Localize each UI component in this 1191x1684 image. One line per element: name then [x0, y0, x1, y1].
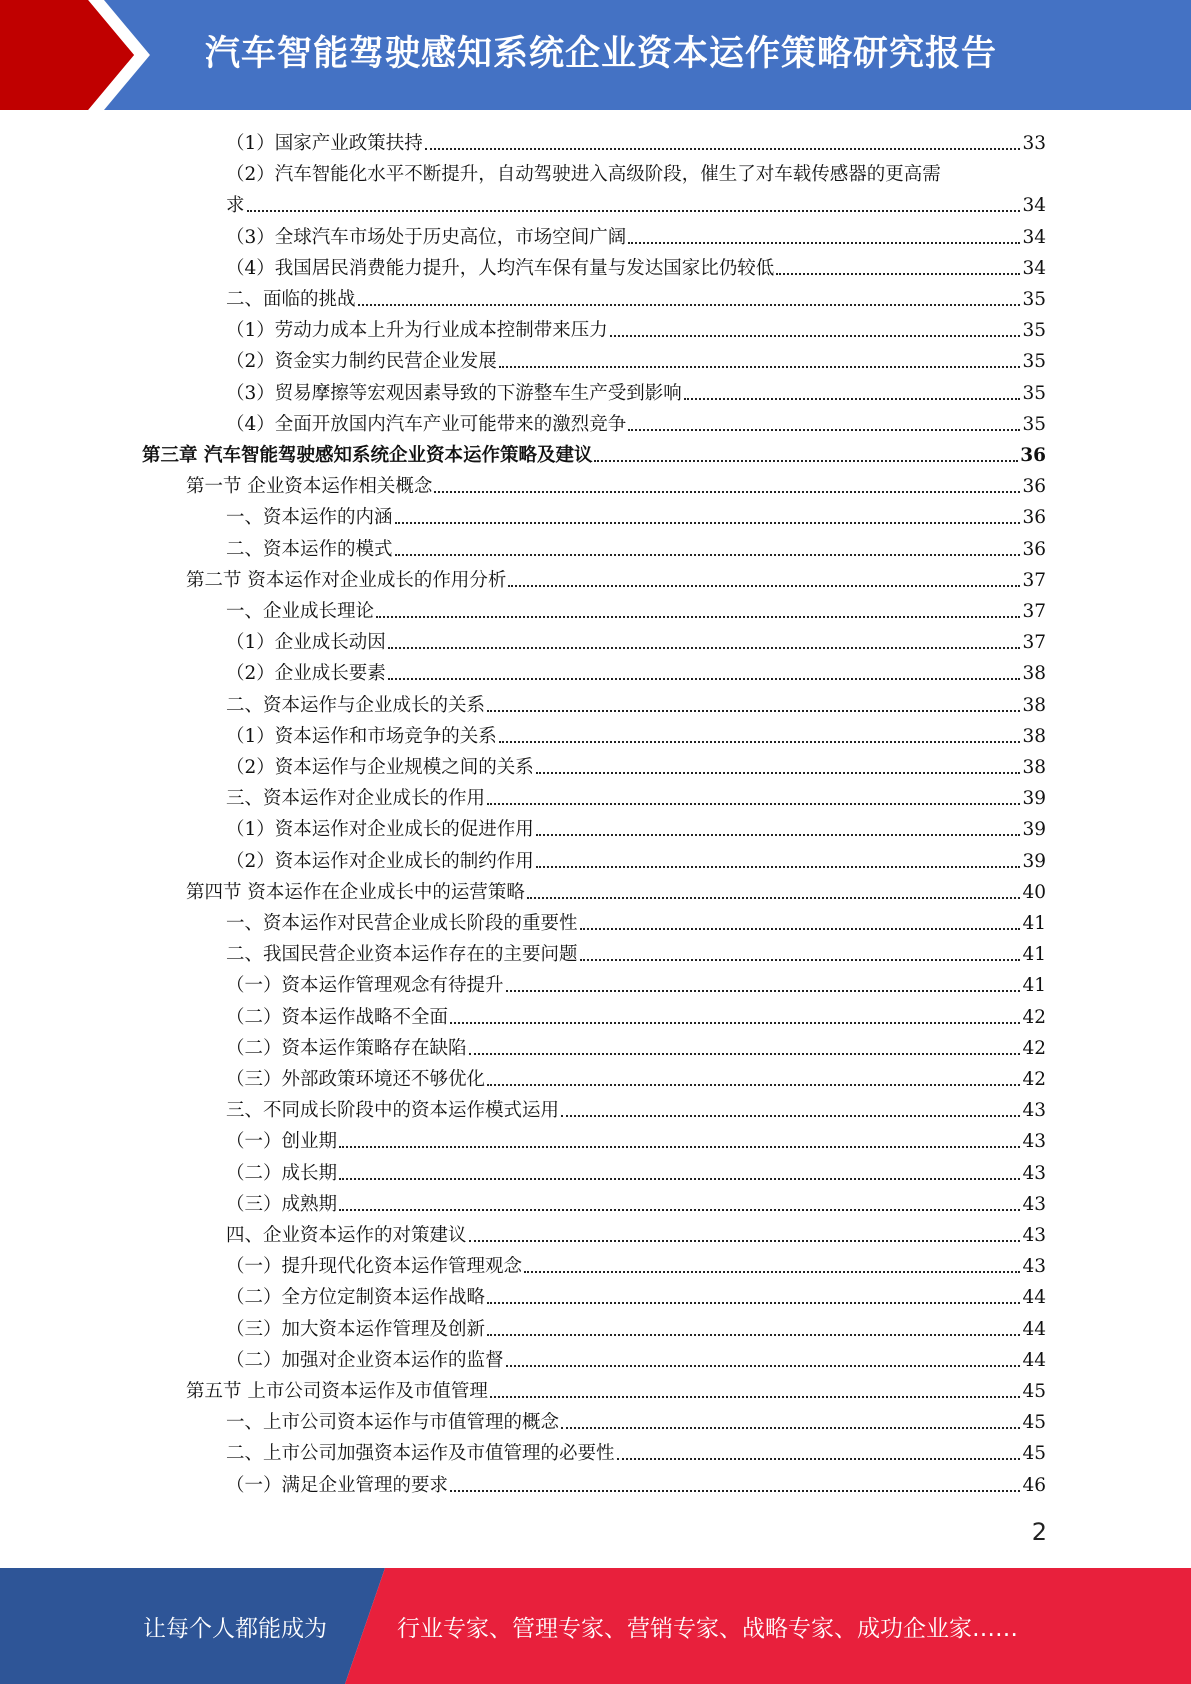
- toc-entry[interactable]: [226, 315, 1046, 346]
- toc-entry[interactable]: [226, 378, 1046, 409]
- toc-page-number: 34: [1022, 258, 1046, 279]
- toc-leader-dots: [376, 616, 1020, 618]
- toc-page-number: 36: [1022, 476, 1046, 497]
- toc-leader-dots: [469, 1240, 1021, 1242]
- toc-leader-dots: [450, 1022, 1020, 1024]
- toc-leader-dots: [524, 1271, 1020, 1273]
- toc-leader-dots: [469, 1053, 1021, 1055]
- toc-entry-text: 求: [226, 195, 245, 216]
- toc-leader-dots: [580, 928, 1021, 930]
- toc-entry-text: 一、企业成长理论: [226, 601, 375, 622]
- toc-entry-text: （1）资本运作对企业成长的促进作用: [226, 819, 534, 840]
- toc-leader-dots: [450, 1490, 1020, 1492]
- toc-leader-dots: [388, 647, 1021, 649]
- toc-entry[interactable]: [226, 1345, 1046, 1376]
- toc-entry-text: （一）满足企业管理的要求: [226, 1475, 449, 1496]
- toc-entry-text: 二、我国民营企业资本运作存在的主要问题: [226, 944, 578, 965]
- toc-entry[interactable]: [226, 721, 1046, 752]
- toc-entry-text: 第五节 上市公司资本运作及市值管理: [186, 1381, 488, 1402]
- toc-entry[interactable]: [226, 1095, 1046, 1126]
- toc-entry[interactable]: [226, 1189, 1046, 1220]
- toc-entry[interactable]: [186, 471, 1046, 502]
- toc-entry-text: （三）成熟期: [226, 1194, 338, 1215]
- toc-entry[interactable]: [226, 534, 1046, 565]
- toc-leader-dots: [561, 1115, 1020, 1117]
- toc-page-number: 39: [1022, 819, 1046, 840]
- toc-entry-text: （二）资本运作策略存在缺陷: [226, 1038, 467, 1059]
- toc-page-number: 35: [1022, 289, 1046, 310]
- toc-page-number: 43: [1022, 1256, 1046, 1277]
- toc-entry[interactable]: [226, 908, 1046, 939]
- toc-page-number: 36: [1022, 539, 1046, 560]
- toc-leader-dots: [561, 1427, 1020, 1429]
- toc-page-number: 44: [1022, 1319, 1046, 1340]
- toc-page-number: 35: [1022, 351, 1046, 372]
- header-banner: [0, 0, 1191, 110]
- toc-leader-dots: [580, 959, 1021, 961]
- toc-leader-dots: [499, 366, 1021, 368]
- toc-leader-dots: [425, 148, 1021, 150]
- toc-leader-dots: [487, 710, 1020, 712]
- toc-entry-text: （2）资金实力制约民营企业发展: [226, 351, 497, 372]
- footer-slogan: 让每个人都能成为: [143, 1616, 327, 1642]
- toc-page-number: 38: [1022, 663, 1046, 684]
- page-title: 汽车智能驾驶感知系统企业资本运作策略研究报告: [205, 34, 998, 74]
- toc-leader-dots: [339, 1209, 1020, 1211]
- toc-entry[interactable]: [226, 284, 1046, 315]
- toc-entry-text: （1）国家产业政策扶持: [226, 133, 423, 154]
- toc-entry[interactable]: [226, 1126, 1046, 1157]
- toc-entry-text: （3）贸易摩擦等宏观因素导致的下游整车生产受到影响: [226, 383, 682, 404]
- toc-page-number: 34: [1022, 227, 1046, 248]
- toc-entry-text: （2）企业成长要素: [226, 663, 386, 684]
- toc-page-number: 39: [1022, 788, 1046, 809]
- toc-entry[interactable]: [226, 1033, 1046, 1064]
- toc-entry-text: 二、资本运作的模式: [226, 539, 393, 560]
- toc-page-number: 35: [1022, 414, 1046, 435]
- toc-entry-text: （4）我国居民消费能力提升，人均汽车保有量与发达国家比仍较低: [226, 258, 775, 279]
- toc-entry[interactable]: [226, 1314, 1046, 1345]
- toc-entry[interactable]: [226, 939, 1046, 970]
- toc-entry[interactable]: [226, 1251, 1046, 1282]
- toc-leader-dots: [388, 678, 1021, 680]
- toc-leader-dots: [610, 335, 1021, 337]
- toc-leader-dots: [339, 1178, 1020, 1180]
- toc-leader-dots: [684, 398, 1021, 400]
- toc-leader-dots: [487, 1334, 1020, 1336]
- toc-leader-dots: [506, 990, 1021, 992]
- toc-leader-dots: [776, 273, 1020, 275]
- toc-page-number: 41: [1022, 975, 1046, 996]
- toc-entry-text: 第二节 资本运作对企业成长的作用分析: [186, 570, 507, 591]
- toc-entry[interactable]: [226, 658, 1046, 689]
- toc-page-number: 38: [1022, 757, 1046, 778]
- footer-roles: 行业专家、管理专家、营销专家、战略专家、成功企业家……: [397, 1616, 1018, 1642]
- page-number: 2: [1031, 1518, 1047, 1546]
- toc-leader-dots: [339, 1146, 1020, 1148]
- toc-entry-text: 第一节 企业资本运作相关概念: [186, 476, 433, 497]
- toc-entry[interactable]: [226, 190, 1046, 221]
- toc-page-number: 37: [1022, 570, 1046, 591]
- toc-page-number: 39: [1022, 851, 1046, 872]
- toc-page-number: 44: [1022, 1287, 1046, 1308]
- toc-entry-text: （一）提升现代化资本运作管理观念: [226, 1256, 523, 1277]
- toc-entry[interactable]: [226, 1220, 1046, 1251]
- toc-entry-text: 第三章 汽车智能驾驶感知系统企业资本运作策略及建议: [142, 445, 593, 466]
- toc-entry-text: 二、面临的挑战: [226, 289, 356, 310]
- toc-entry[interactable]: [186, 565, 1046, 596]
- toc-leader-dots: [490, 1396, 1021, 1398]
- toc-entry-text: （三）加大资本运作管理及创新: [226, 1319, 486, 1340]
- toc-entry-text: （1）劳动力成本上升为行业成本控制带来压力: [226, 320, 608, 341]
- toc-page-number: 34: [1022, 195, 1046, 216]
- toc-entry[interactable]: [226, 846, 1046, 877]
- toc-leader-dots: [536, 772, 1021, 774]
- toc-page-number: 43: [1022, 1131, 1046, 1152]
- toc-entry-text: （1）资本运作和市场竞争的关系: [226, 726, 497, 747]
- toc-entry[interactable]: [226, 1002, 1046, 1033]
- toc-page-number: 44: [1022, 1350, 1046, 1371]
- toc-entry[interactable]: [226, 502, 1046, 533]
- toc-leader-dots: [247, 210, 1021, 212]
- toc-entry-text: （2）汽车智能化水平不断提升，自动驾驶进入高级阶段，催生了对车载传感器的更高需: [226, 164, 941, 185]
- toc-entry-text: （二）成长期: [226, 1163, 338, 1184]
- toc-leader-dots: [628, 242, 1020, 244]
- toc-leader-dots: [395, 554, 1021, 556]
- toc-entry-text: （二）全方位定制资本运作战略: [226, 1287, 486, 1308]
- toc-entry-text: （4）全面开放国内汽车产业可能带来的激烈竞争: [226, 414, 627, 435]
- toc-page-number: 41: [1022, 944, 1046, 965]
- toc-page-number: 42: [1022, 1007, 1046, 1028]
- toc-leader-dots: [487, 1084, 1020, 1086]
- toc-page-number: 35: [1022, 383, 1046, 404]
- toc-entry[interactable]: [226, 1282, 1046, 1313]
- toc-leader-dots: [506, 1365, 1021, 1367]
- toc-entry[interactable]: [226, 128, 1046, 159]
- footer-banner: [0, 1568, 1191, 1684]
- toc-page-number: 43: [1022, 1194, 1046, 1215]
- toc-entry-text: 二、资本运作与企业成长的关系: [226, 695, 486, 716]
- toc-entry-text: （三）外部政策环境还不够优化: [226, 1069, 486, 1090]
- toc-leader-dots: [617, 1458, 1021, 1460]
- toc-leader-dots: [434, 491, 1020, 493]
- toc-entry[interactable]: [226, 814, 1046, 845]
- toc-entry[interactable]: [226, 253, 1046, 284]
- toc-leader-dots: [594, 460, 1018, 462]
- toc-entry[interactable]: [226, 1064, 1046, 1095]
- toc-entry-text: 三、不同成长阶段中的资本运作模式运用: [226, 1100, 560, 1121]
- toc-entry[interactable]: [186, 877, 1046, 908]
- toc-page-number: 35: [1022, 320, 1046, 341]
- toc-entry[interactable]: [226, 752, 1046, 783]
- toc-leader-dots: [395, 522, 1021, 524]
- toc-entry-text: 一、上市公司资本运作与市值管理的概念: [226, 1412, 560, 1433]
- toc-page-number: 43: [1022, 1163, 1046, 1184]
- toc-page-number: 43: [1022, 1100, 1046, 1121]
- toc-entry-text: （1）企业成长动因: [226, 632, 386, 653]
- toc-page-number: 42: [1022, 1038, 1046, 1059]
- toc-entry-text: （一）创业期: [226, 1131, 338, 1152]
- toc-leader-dots: [536, 866, 1021, 868]
- toc-entry-text: 一、资本运作的内涵: [226, 507, 393, 528]
- toc-entry-text: 四、企业资本运作的对策建议: [226, 1225, 467, 1246]
- toc-page-number: 37: [1022, 601, 1046, 622]
- toc-page-number: 36: [1020, 445, 1046, 466]
- toc-page-number: 41: [1022, 913, 1046, 934]
- toc-leader-dots: [628, 429, 1020, 431]
- toc-entry-text: （一）资本运作管理观念有待提升: [226, 975, 504, 996]
- toc-entry[interactable]: [226, 1438, 1046, 1469]
- toc-entry-text: （2）资本运作与企业规模之间的关系: [226, 757, 534, 778]
- toc-page-number: 38: [1022, 695, 1046, 716]
- toc-entry[interactable]: [226, 346, 1046, 377]
- toc-page-number: 46: [1022, 1475, 1046, 1496]
- toc-page-number: 36: [1022, 507, 1046, 528]
- toc-entry[interactable]: [226, 1470, 1046, 1501]
- toc-entry-text: （二）加强对企业资本运作的监督: [226, 1350, 504, 1371]
- toc-entry[interactable]: [226, 1407, 1046, 1438]
- toc-leader-dots: [536, 834, 1021, 836]
- toc-entry[interactable]: [226, 970, 1046, 1001]
- toc-leader-dots: [487, 1302, 1020, 1304]
- toc-entry[interactable]: [226, 222, 1046, 253]
- toc-leader-dots: [358, 304, 1021, 306]
- toc-page-number: 45: [1022, 1381, 1046, 1402]
- toc-entry-text: 二、上市公司加强资本运作及市值管理的必要性: [226, 1443, 615, 1464]
- toc-leader-dots: [499, 741, 1021, 743]
- toc-entry[interactable]: [226, 690, 1046, 721]
- toc-page-number: 45: [1022, 1443, 1046, 1464]
- toc-leader-dots: [527, 897, 1021, 899]
- toc-entry[interactable]: [142, 440, 1046, 471]
- toc-entry-text: 一、资本运作对民营企业成长阶段的重要性: [226, 913, 578, 934]
- toc-leader-dots: [508, 585, 1020, 587]
- toc-page-number: 42: [1022, 1069, 1046, 1090]
- toc-page-number: 40: [1022, 882, 1046, 903]
- toc-entry[interactable]: [226, 596, 1046, 627]
- toc-entry-text: 三、资本运作对企业成长的作用: [226, 788, 486, 809]
- toc-page-number: 38: [1022, 726, 1046, 747]
- toc-entry-text: （二）资本运作战略不全面: [226, 1007, 449, 1028]
- toc-entry[interactable]: [186, 1376, 1046, 1407]
- toc-page-number: 37: [1022, 632, 1046, 653]
- toc-entry-text: （3）全球汽车市场处于历史高位，市场空间广阔: [226, 227, 627, 248]
- toc-entry-text: 第四节 资本运作在企业成长中的运营策略: [186, 882, 525, 903]
- toc-page-number: 43: [1022, 1225, 1046, 1246]
- toc-page-number: 33: [1022, 133, 1046, 154]
- toc-page-number: 45: [1022, 1412, 1046, 1433]
- toc-entry[interactable]: [226, 627, 1046, 658]
- toc-leader-dots: [487, 803, 1020, 805]
- toc-entry[interactable]: [226, 409, 1046, 440]
- toc-entry[interactable]: [226, 783, 1046, 814]
- toc-entry[interactable]: [226, 1158, 1046, 1189]
- header-arrow-icon: [0, 0, 160, 110]
- toc-entry-text: （2）资本运作对企业成长的制约作用: [226, 851, 534, 872]
